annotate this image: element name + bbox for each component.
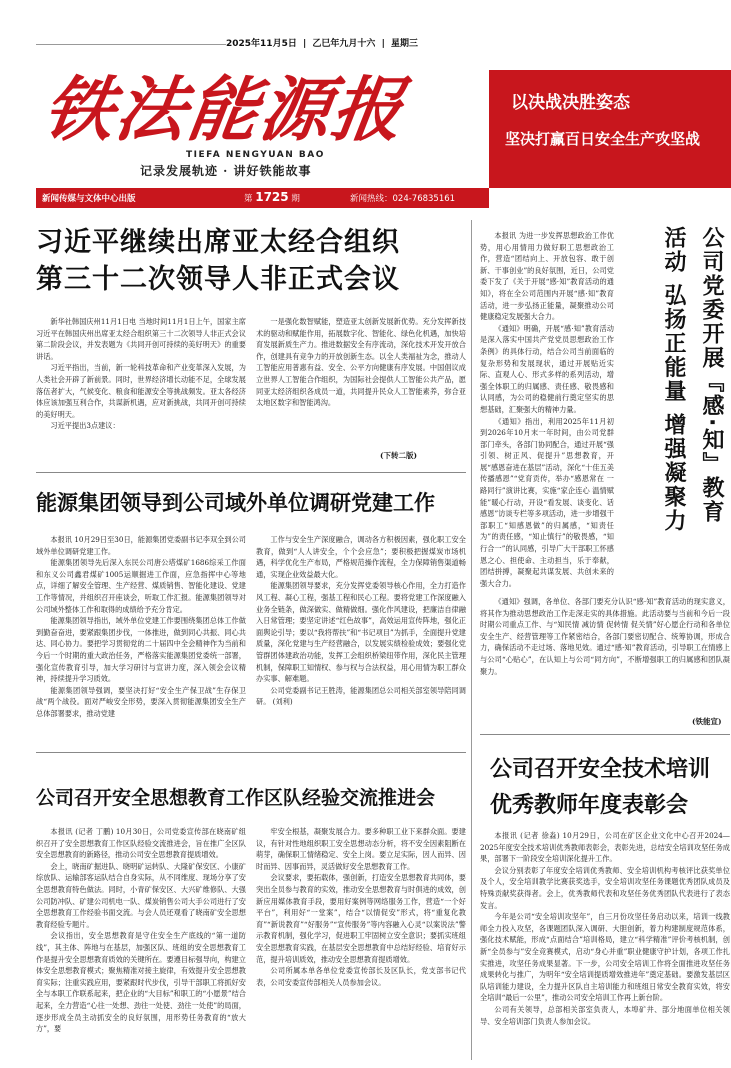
article1-col2	[256, 316, 466, 446]
article1-paragraph: 一是强化数智赋能，塑造亚太创新发展新优势。充分发挥新技术的驱动和赋能作用，拓展数字化、智能化、绿色化机遇，加快培育发展新质生产力。推进数据安全有序流动，深化技术开发开放合作，创建具有竞争力的开放创新生态。以全人类福祉为念，推动人工智能应用普惠有益、安全、公平方向健康有序发展。中国倡议成立世界人工智能合作组织，为国际社会提供人工智能公共产品，愿同亚太经济组织各成员一道，共同提升民众人工智能素养，弥合亚太地区数字和智能鸿沟。	[256, 317, 466, 408]
article4-headline-line2: 活动 弘扬正能量 增强凝聚力	[661, 226, 686, 534]
article2-col1	[36, 534, 246, 746]
article1-continued: (下转二版)	[380, 451, 418, 460]
article4-paragraph: 本报讯 为进一步发挥思想政治工作优势，用心用情用力做好职工思想政治工作，营造“团结向上、开放包容、敢于创新、干事创业”的良好氛围，近日，公司党委下发了《关于开展“感·知”教育活动的通知》，将在全公司范围内开展“感·知”教育活动，进一步弘扬正能量，凝聚推动公司健康稳定发展强大合力。	[480, 231, 614, 322]
article4-paragraph: 《通知》强调，各单位、各部门要充分认识“感·知”教育活动的现实意义，将其作为推动思想政治工作走深走实的具体措施。此活动要与当前和今后一段时期公司重点工作、与“知民情 减访情 促转情 促关情”好心愿企行动和各单位安全生产、经营管理等工作紧密结合，各部门要密切配合、统筹协调，形成合力，确保活动不走过场、落地见效。通过“感·知”教育活动，引导职工在情感上与公司“心贴心”，在认知上与公司“同方向”，不断增强职工的归属感和团队凝聚力。	[480, 597, 730, 676]
article4-body	[480, 596, 730, 726]
masthead-slogan: 记录发展轨迹 · 讲好铁能故事	[140, 164, 312, 178]
top-rule-left	[36, 44, 226, 45]
article5-paragraph: 本报讯 (记者 徐淼) 10月29日，公司在矿区企业文化中心召开2024—2025年度安全技术培训优秀教师表彰会，表彰先进，总结安全培训攻坚任务成果，部署下一阶段安全培训深化提升工作。	[480, 831, 730, 864]
banner-box	[489, 70, 731, 188]
weekday-text: 星期三	[391, 39, 419, 49]
article1-col1	[36, 316, 246, 462]
article3-paragraph: 会议指出，安全思想教育是守住安全生产底线的“第一道防线”，其主体、阵地与在基层，加强区队、班组的安全思想教育工作是提升安全思想教育质效的关键所在。要遵目标强导向，构建立体安全思想教育模式；聚焦精准对接主旋律，有效提升安全思想教育实际；注重实践应用，要紧跟时代步伐，引导干部职工将抓好安全与本职工作联系起来，把企业的“大目标”和职工的“小愿景”结合起来，全力营造“心往一处想、劲往一处使、劲往一处使”的局面，逐步形成全员主动抓安全的良好氛围，用形势任务教育的“放大方”，要	[36, 931, 246, 1034]
article3-paragraph: 本报讯 (记者 丁鹏) 10月30日，公司党委宣传部在晓南矿组织召开了安全思想教育工作区队经验交流推进会，旨在推广全区队安全思想教育的新路径，推动公司安全思想教育提质增效。	[36, 827, 246, 860]
article3-paragraph: 会上，晓南矿掘进队、晓明矿运转队、大隆矿保安区、小康矿综放队、运输部客运队结合自身实际，从不同维度、现场分享了安全思想教育特色做法。同时，小青矿保安区、大兴矿维修队、大强公司防冲队、矿建公司机电一队、煤炭销售公司大手公司进行了安全思想教育工作经验书面交流。与会人员还观看了晓南矿安全思想教育经验专题片。	[36, 861, 246, 929]
article2-headline: 能源集团领导到公司域外单位调研党建工作	[36, 491, 435, 515]
article4-paragraph: 《通知》明确，开展“感·知”教育活动是深入落实中国共产党党员思想政治工作条例》的具体行动，结合公司当前面临的复杂形势和发展现状，通过开展贴近实际、直观人心、形式多样的系列活动，增强全体职工的归属感、责任感、敬畏感和认同感，为公司的稳健前行奠定坚实的思想基础，汇聚强大的精神力量。	[480, 323, 614, 414]
lunar-date-text: 乙巳年九月十六	[312, 39, 376, 49]
article4-headline-line1: 公司党委开展『感·知』教育	[699, 226, 724, 525]
article1-headline: 习近平继续出席亚太经合组织 第三十二次领导人非正式会议	[36, 227, 400, 295]
article5-paragraph: 公司有关领导，总部相关部室负责人，本埠矿井、部分地面单位相关领导、安全培训部门负责人参加会议。	[480, 1004, 730, 1026]
article2-paragraph: 能源集团领导强调，要坚决打好“安全生产保卫战”生存保卫战“两个战役。面对严峻安全形势，要深入贯彻能源集团安全生产总体部署要求，推动党建	[36, 685, 246, 718]
banner-line1: 以决战决胜姿态	[511, 93, 630, 113]
article2-paragraph: 本报讯 10月29日至30日，能源集团党委副书记李双全到公司域外单位调研党建工作。	[36, 535, 246, 556]
issue-label: 第 1725 期	[244, 190, 300, 204]
issue-number: 1725	[255, 190, 289, 204]
date-text: 2025年11月5日	[226, 39, 297, 49]
divider	[36, 472, 466, 473]
article4-byline: (铁能宣)	[692, 717, 722, 726]
article3-paragraph: 会议要求，要拓载体，强创新，打造安全思想教育共同体，要突出全员参与教育的实效，推动安全思想教育与时俱进的成效，创新应用媒体教育手段，要用好案例等网络服务工作，营造“一个好平台”，利用好“一堂案”，结合“以情促安”形式，将“重复化教育”“新说教育”“好服务”“宣传服务”等内容融入心灵“以案说法”警示教育机制，强化学习，促进职工牢固树立安全意识；要抓实班组安全思想教育实践，在基层安全思想教育中总结好经验、培育好示范，提升培训质效，推动安全思想教育提质增效。	[256, 873, 466, 964]
column-divider	[471, 220, 472, 1060]
article2-paragraph: 能源集团领导要求，充分发挥党委领导核心作用，全力打造作风工程、凝心工程，强基工程和民心工程。要将党建工作深度融入业务全链条，做深做实、做精做细。强化作风建设，把廉洁自律融入日常管理；要坚定讲述“红色故事”，高效运用宣传阵地，强化正面舆论引导；要以“我将帮扶”和“书记项目”为抓手，全面提升党建质量，深化党建与生产经营融合，以发展实绩检验成效；要强化党管群团体建政治功能，发挥工会组织桥梁纽带作用，深化民主管理机制，保障职工知情权、参与权与合法权益，用心用情为职工群众办实事、解难题。	[256, 581, 466, 684]
article4-paragraph: 《通知》指出，利用2025年11月初到2026年10月末一年时间，由公司党群部门牵头，各部门协同配合，通过开展“强引领、树正风、促提升”思想教育，开展“感恩奋进在基层”活动，深化“十佳五美传播感恩”“党育贡传，举办“感恩常在 一路同行”演讲比赛，实施“家企连心 温情赋能”暖心行动，开设“看发展、谈变化、话感恩”访谈专栏等多项活动，进一步增强干部职工“知感恩做”的归属感，“知责任为”的责任感，“知止慎行”的敬畏感，“知行合一”的认同感，引导广大干部职工怀感恩之心、担使命、主动担当，乐于奉献，团结拼搏，凝聚起共谋发展、共创未来的强大合力。	[480, 416, 614, 588]
date-line: 2025年11月5日 | 乙巳年九月十六 | 星期三	[226, 39, 419, 49]
article4-headline	[620, 226, 730, 596]
logo-pinyin: TIEFA NENGYUAN BAO	[186, 150, 325, 160]
article5-paragraph: 今年是公司“安全培训攻坚年”，自三月份攻坚任务启动以来，培训一线教师全力投入攻坚，各课题团队深入调研、大胆创新，着力构建制度规范体系，强化技术赋能，形成“点面结合”培训格局，建立“科学精准”评价考核机制，创新“全员参与”安全竞赛模式，启动“身心并重”职业健康守护计划，各项工作扎实推进，攻坚任务成果显著。下一步，公司安全培训工作将全面推进攻坚任务成果转化与推广，为明年“安全培训提质增效推进年”奠定基础。要激发基层区队培训能力建设，全力提升区队自主培训能力和班组日常安全教育实效，将安全培训“最后一公里”，推动公司安全培训工作再上新台阶。	[480, 912, 730, 1003]
divider	[480, 734, 730, 735]
publisher-text: 新闻传媒与文体中心出版	[42, 194, 136, 204]
article2-paragraph: 公司党委副书记王胜涛，能源集团总公司相关部室领导陪同调研。 (刘利)	[256, 685, 466, 707]
article5-body	[480, 830, 730, 1062]
article1-paragraph: 习近平指出，当前，新一轮科技革命和产业变革深入发展，为人类社会开辟了新前景。同时，世界经济增长动能不足，全球发展落伍者扩大，气候变化、粮食和能源安全等挑战频发。亚太各经济体应该加强互利合作，共谋新机遇，应对新挑战，共同开创可持续的美好明天。	[36, 363, 246, 419]
article5-headline: 公司召开安全技术培训 优秀教师年度表彰会	[490, 757, 711, 818]
article2-paragraph: 能源集团领导指出，域外单位党建工作要围绕集团总体工作做到勤奋奋进，要紧跟集团步伐，一体推进，做到同心共振、同心共达、同心协力。要把学习贯彻党的二十届四中全会精神作为当前和今后一个时期的重大政治任务，严格落实能源集团党委统一部署，强化宣传教育引导，加大学习研讨与宣讲力度，深入领会会议精神，持续提升学习质效。	[36, 616, 246, 684]
divider	[36, 752, 466, 753]
publisher-bar	[36, 188, 489, 208]
article2-col2	[256, 534, 466, 746]
article4-lead	[480, 230, 614, 590]
article3-col1	[36, 826, 246, 1062]
banner-line2: 坚决打赢百日安全生产攻坚战	[505, 130, 701, 148]
article3-col2	[256, 826, 466, 1062]
hotline-text: 新闻热线：024-76835161	[350, 194, 456, 204]
article1-paragraph: 习近平提出3点建议：	[50, 421, 120, 431]
article2-paragraph: 工作与安全生产深度融合，调动各方积极因素，强化职工安全教育，做到“人人讲安全，个个会应急”；要积极把握煤炭市场机遇，科学优化生产布局，严格规范操作流程，全力保障销售渠道畅通，实现企业效益最大化。	[256, 535, 466, 579]
article2-paragraph: 能源集团领导先后深入东民公司唐公塔煤矿1686综采工作面和东义公司鑫君煤矿1005运顺掘进工作面，应急指挥中心等地点，详细了解安全管理、生产经营、煤质销售、智能化建设、党建工作等情况，并组织召开座谈会，听取工作汇报。能源集团领导对公司域外整体工作和取得的成绩给予充分肯定。	[36, 558, 246, 614]
article3-paragraph: 公司所属本单各单位党委宣传部长及区队长，党支部书记代表，公司安委宣传部相关人员参加会议。	[256, 966, 466, 987]
article3-headline: 公司召开安全思想教育工作区队经验交流推进会	[36, 787, 436, 809]
article1-paragraph: 新华社韩国庆州11月1日电 当地时间11月1日上午，国家主席习近平在韩国庆州出席亚太经合组织第三十二次领导人非正式会议第二阶段会议，并发表题为《共同开创可持续的美好明天》的重要讲话。	[36, 317, 246, 361]
article5-paragraph: 会议分别表彰了年度安全培训优秀教师、安全培训机构考核评比获奖单位及个人，安全培训教学比赛获奖选手，安全培训攻坚任务课题优秀团队成员及特殊贡献奖获得者。会上，优秀教师代表和攻坚任务优秀团队代表进行了表态发言。	[480, 865, 730, 910]
article3-paragraph: 牢安全根基，凝聚发展合力。要多种职工业下来群众面。要建议，有针对性地组织职工安全思想动态分析，将不安全因素阻断在萌芽，确保职工情绪稳定、安全上岗。要立足实际，因人而异、因时而异、因事而异，灵活做好安全思想教育工作。	[256, 827, 466, 871]
logo-title: 铁法能源报	[38, 68, 410, 151]
